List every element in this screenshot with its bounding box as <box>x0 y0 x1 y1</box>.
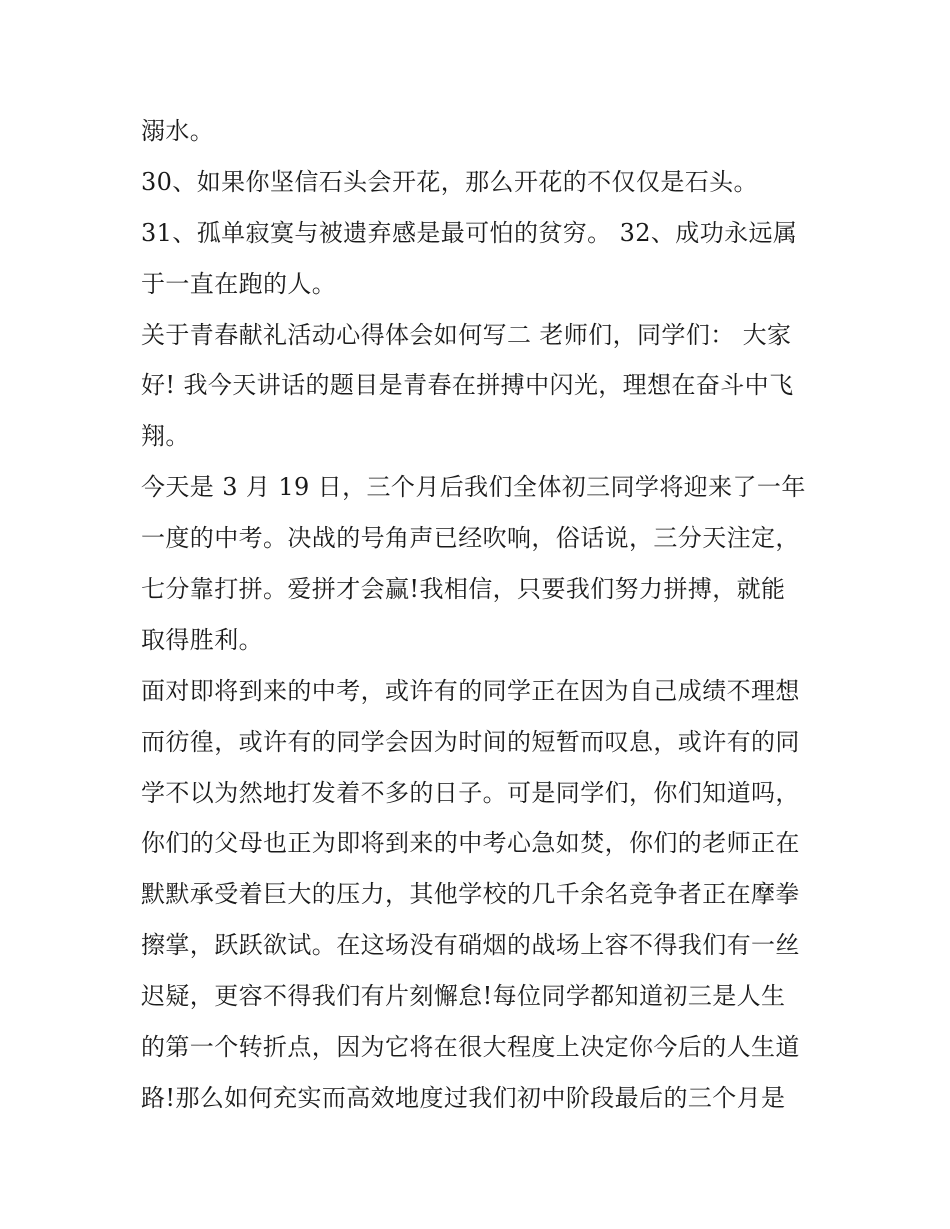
text-line: 翔。 <box>141 422 190 451</box>
text-line: 默默承受着巨大的压力，其他学校的几千余名竞争者正在摩拳 <box>141 880 800 909</box>
text-line: 学不以为然地打发着不多的日子。可是同学们，你们知道吗， <box>141 778 800 807</box>
text-line: 的第一个转折点，因为它将在很大程度上决定你今后的人生道 <box>141 1033 800 1062</box>
body-text <box>141 106 821 1124</box>
text-line: 七分靠打拼。爱拼才会赢!我相信，只要我们努力拼搏，就能 <box>141 575 786 604</box>
text-line: 溺水。 <box>141 117 215 145</box>
text-line: 你们的父母也正为即将到来的中考心急如焚，你们的老师正在 <box>141 829 800 858</box>
text-line: 面对即将到来的中考，或许有的同学正在因为自己成绩不理想 <box>141 676 800 705</box>
text-line: 一度的中考。决战的号角声已经吹响，俗话说，三分天注定， <box>141 524 800 553</box>
text-line: 30、如果你坚信石头会开花，那么开花的不仅仅是石头。 <box>141 167 758 196</box>
text-line: 路!那么如何充实而高效地度过我们初中阶段最后的三个月是 <box>141 1083 786 1112</box>
text-line: 迟疑，更容不得我们有片刻懈怠!每位同学都知道初三是人生 <box>141 982 786 1011</box>
text-line: 31、孤单寂寞与被遗弃感是最可怕的贫穷。 32、成功永远属 <box>141 218 798 247</box>
text-line: 关于青春献礼活动心得体会如何写二 老师们，同学们： 大家 <box>141 320 792 349</box>
text-line: 擦掌，跃跃欲试。在这场没有硝烟的战场上容不得我们有一丝 <box>141 931 800 960</box>
text-line: 于一直在跑的人。 <box>141 269 337 298</box>
text-line: 而彷徨，或许有的同学会因为时间的短暂而叹息，或许有的同 <box>141 727 800 756</box>
text-line: 取得胜利。 <box>141 625 263 654</box>
text-line: 好! 我今天讲话的题目是青春在拼搏中闪光，理想在奋斗中飞 <box>141 371 794 400</box>
text-line: 今天是 3 月 19 日，三个月后我们全体初三同学将迎来了一年 <box>141 473 806 502</box>
